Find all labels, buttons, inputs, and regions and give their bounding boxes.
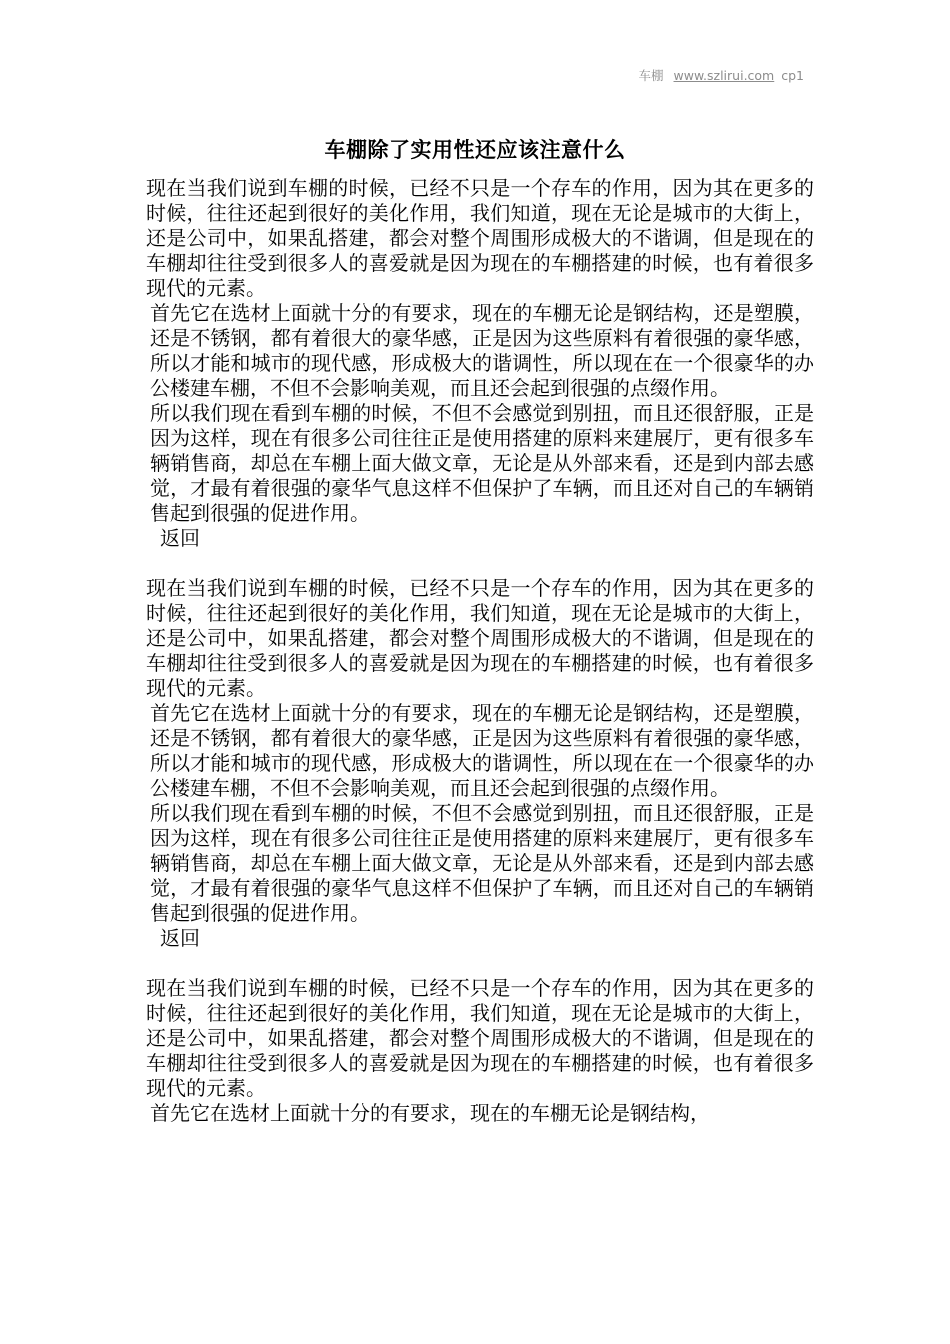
paragraph-showroom: 所以我们现在看到车棚的时候，不但不会感觉到别扭，而且还很舒服，正是因为这样，现在有很多公司往往正是使用搭建的原料来建展厅，更有很多车辆销售商，却总在车棚上面大做文章，无论是从外部来看，还是到内部去感觉，才最有着很强的豪华气息这样不但保护了车辆，而且还对自己的车辆销售起到很强的促进作用。 xyxy=(150,401,814,525)
paragraph-intro: 现在当我们说到车棚的时候，已经不只是一个存车的作用，因为其在更多的时候，往往还起到很好的美化作用，我们知道，现在无论是城市的大街上，还是公司中，如果乱搭建，都会对整个周围形成极大的不谐调，但是现在的车棚却往往受到很多人的喜爱就是因为现在的车棚搭建的时候，也有着很多现代的元素。 xyxy=(146,576,814,700)
paragraph-showroom: 所以我们现在看到车棚的时候，不但不会感觉到别扭，而且还很舒服，正是因为这样，现在有很多公司往往正是使用搭建的原料来建展厅，更有很多车辆销售商，却总在车棚上面大做文章，无论是从外部来看，还是到内部去感觉，才最有着很强的豪华气息这样不但保护了车辆，而且还对自己的车辆销售起到很强的促进作用。 xyxy=(150,801,814,925)
paragraph-materials: 首先它在选材上面就十分的有要求，现在的车棚无论是钢结构，还是塑膜，还是不锈钢，都有着很大的豪华感，正是因为这些原料有着很强的豪华感，所以才能和城市的现代感，形成极大的谐调性，所以现在在一个很豪华的办公楼建车棚，不但不会影响美观，而且还会起到很强的点缀作用。 xyxy=(150,701,814,800)
article-section xyxy=(146,176,814,551)
paragraph-materials: 首先它在选材上面就十分的有要求，现在的车棚无论是钢结构， xyxy=(150,1101,710,1125)
paragraph-materials: 首先它在选材上面就十分的有要求，现在的车棚无论是钢结构，还是塑膜，还是不锈钢，都有着很大的豪华感，正是因为这些原料有着很强的豪华感，所以才能和城市的现代感，形成极大的谐调性，所以现在在一个很豪华的办公楼建车棚，不但不会影响美观，而且还会起到很强的点缀作用。 xyxy=(150,301,814,400)
document-body xyxy=(146,176,814,1126)
header-url-link[interactable]: www.szlirui.com xyxy=(673,68,775,83)
back-link[interactable]: 返回 xyxy=(160,526,200,550)
article-section xyxy=(146,576,814,951)
article-section xyxy=(146,976,814,1126)
page-header xyxy=(639,66,804,84)
header-site-name: 车棚 xyxy=(638,68,664,83)
back-link[interactable]: 返回 xyxy=(160,926,200,950)
document-title: 车棚除了实用性还应该注意什么 xyxy=(324,138,626,162)
paragraph-intro: 现在当我们说到车棚的时候，已经不只是一个存车的作用，因为其在更多的时候，往往还起到很好的美化作用，我们知道，现在无论是城市的大街上，还是公司中，如果乱搭建，都会对整个周围形成极大的不谐调，但是现在的车棚却往往受到很多人的喜爱就是因为现在的车棚搭建的时候，也有着很多现代的元素。 xyxy=(146,976,814,1100)
paragraph-intro: 现在当我们说到车棚的时候，已经不只是一个存车的作用，因为其在更多的时候，往往还起到很好的美化作用，我们知道，现在无论是城市的大街上，还是公司中，如果乱搭建，都会对整个周围形成极大的不谐调，但是现在的车棚却往往受到很多人的喜爱就是因为现在的车棚搭建的时候，也有着很多现代的元素。 xyxy=(146,176,814,300)
header-page-code: cp1 xyxy=(781,68,804,83)
